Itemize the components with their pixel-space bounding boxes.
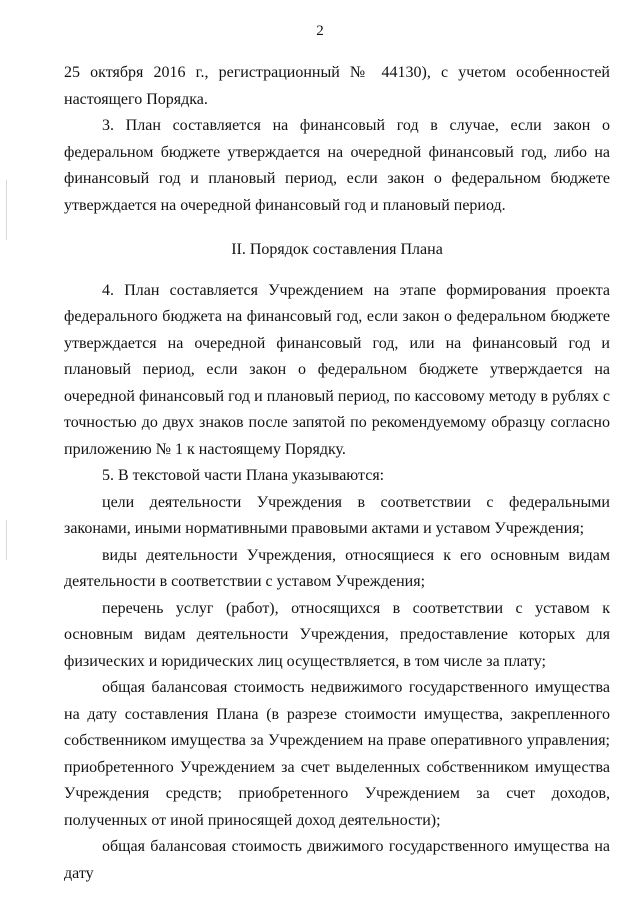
list-paragraph: общая балансовая стоимость движимого государственного имущества на дату [64, 838, 610, 882]
paragraph: 5. В текстовой части Плана указываются: [102, 467, 385, 484]
paragraph: 25 октября 2016 г., регистрационный № 44130), с учетом особенностей настоящего Порядка. [64, 64, 610, 108]
scan-edge-mark [6, 180, 7, 240]
list-paragraph: общая балансовая стоимость недвижимого государственного имущества на дату составления Плана (в разрезе стоимости имущества, закрепленного собственником имущества за Учреждением на праве оперативного управления; приобретенного Учреждением за счет выделенных собственником имущества Учреждения средств; приобретенного Учреждением за счет доходов, полученных от иной приносящей доход деятельности); [64, 679, 610, 829]
paragraph: 4. План составляется Учреждением на этапе формирования проекта федерального бюджета на финансовый год, если закон о федеральном бюджете утверждается на очередной финансовый год, или на финансовый год и плановый период, если закон о федеральном бюджете утверждается на очередной финансовый год и плановый период, по кассовому методу в рублях с точностью до двух знаков после запятой по рекомендуемому образцу согласно приложению № 1 к настоящему Порядку. [64, 281, 610, 458]
list-paragraph: виды деятельности Учреждения, относящиеся к его основным видам деятельности в соответствии с уставом Учреждения; [64, 546, 610, 590]
section-heading: II. Порядок составления Плана [231, 241, 443, 258]
paragraph: 3. План составляется на финансовый год в случае, если закон о федеральном бюджете утверждается на очередной финансовый год, либо на финансовый год и плановый период, если закон о федеральном бюджете утверждается на очередной финансовый год и плановый период. [64, 117, 610, 214]
list-paragraph: перечень услуг (работ), относящихся в соответствии с уставом к основным видам деятельности Учреждения, предоставление которых для физических и юридических лиц осуществляется, в том числе за плату; [64, 599, 610, 670]
list-paragraph: цели деятельности Учреждения в соответствии с федеральными законами, иными нормативными правовыми актами и уставом Учреждения; [64, 493, 610, 537]
document-body [64, 60, 610, 887]
scan-edge-mark [6, 520, 7, 560]
page-number: 2 [316, 23, 324, 39]
